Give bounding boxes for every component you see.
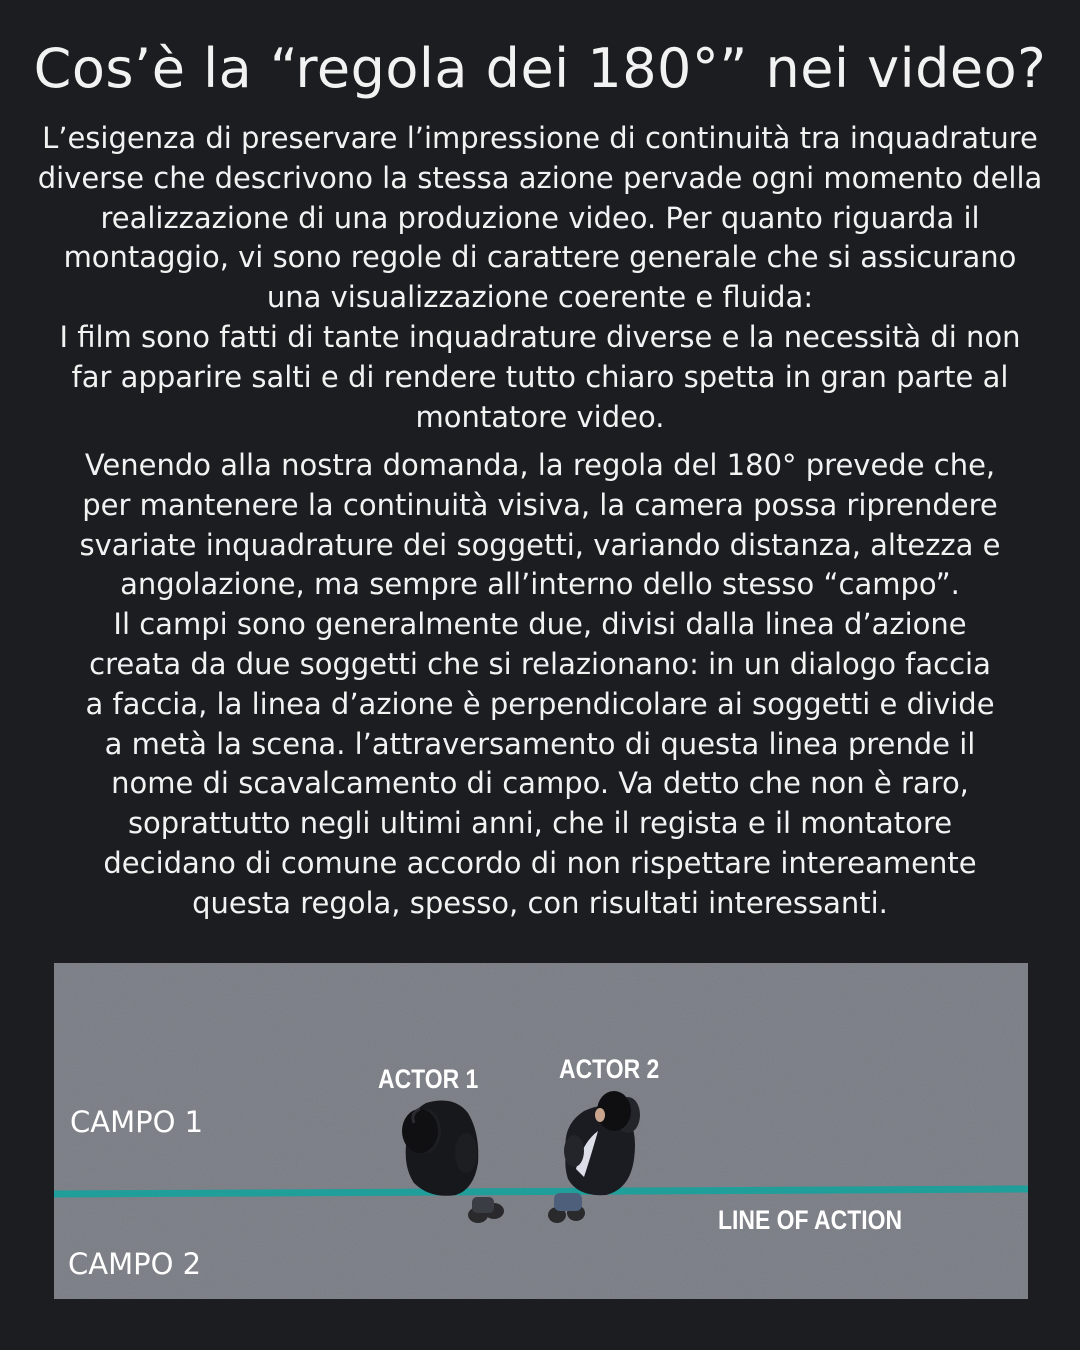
text-line: questa regola, spesso, con risultati interessanti. — [192, 885, 888, 920]
text-line: per mantenere la continuità visiva, la camera possa riprendere — [82, 487, 998, 522]
text-line: I film sono fatti di tante inquadrature diverse e la necessità di non — [59, 319, 1021, 354]
text-line: diverse che descrivono la stessa azione pervade ogni momento della — [37, 160, 1043, 195]
text-line: creata da due soggetti che si relazionano: in un dialogo faccia — [89, 646, 991, 681]
line-of-action-label: LINE OF ACTION — [718, 1205, 903, 1235]
text-line: svariate inquadrature dei soggetti, variando distanza, altezza e — [79, 527, 1001, 562]
text-line: realizzazione di una produzione video. Per quanto riguarda il — [100, 200, 980, 235]
rule-paragraph — [20, 446, 1060, 924]
text-line: angolazione, ma sempre all’interno dello stesso “campo”. — [120, 567, 960, 602]
actor-2-label: ACTOR 2 — [559, 1054, 660, 1084]
text-line: una visualizzazione coerente e fluida: — [266, 280, 814, 315]
line-of-action-illustration — [54, 963, 1028, 1299]
actor-1-label: ACTOR 1 — [378, 1064, 479, 1094]
page-title: Cos’è la “regola dei 180°” nei video? — [33, 37, 1047, 100]
text-line: montatore video. — [415, 399, 665, 434]
intro-paragraph — [20, 119, 1060, 437]
campo-2-label: CAMPO 2 — [68, 1247, 202, 1281]
text-line: nome di scavalcamento di campo. Va detto che non è raro, — [111, 766, 969, 801]
text-line: a faccia, la linea d’azione è perpendicolare ai soggetti e divide — [85, 686, 995, 721]
text-line: soprattutto negli ultimi anni, che il regista e il montatore — [127, 806, 953, 841]
text-line: a metà la scena. l’attraversamento di questa linea prende il — [104, 726, 976, 761]
text-line: Il campi sono generalmente due, divisi dalla linea d’azione — [113, 607, 967, 642]
text-line: L’esigenza di preservare l’impressione di continuità tra inquadrature — [42, 121, 1038, 155]
text-line: decidano di comune accordo di non rispettare intereamente — [103, 845, 977, 880]
line-of-action — [54, 1189, 1028, 1194]
text-line: far apparire salti e di rendere tutto chiaro spetta in gran parte al — [71, 359, 1009, 394]
text-line: Venendo alla nostra domanda, la regola del 180° prevede che, — [84, 448, 996, 482]
campo-1-label: CAMPO 1 — [70, 1105, 204, 1139]
text-line: montaggio, vi sono regole di carattere generale che si assicurano — [63, 240, 1017, 275]
